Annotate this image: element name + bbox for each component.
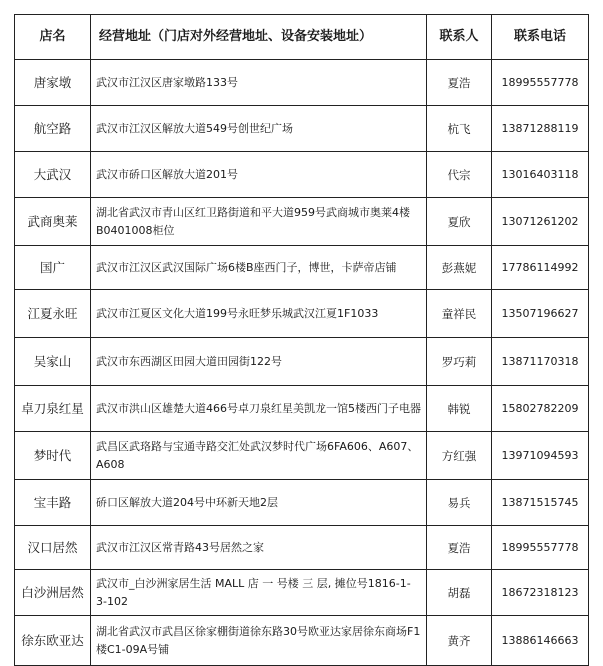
phone-cell: 13071261202: [492, 198, 589, 246]
address-cell: 硚口区解放大道204号中环新天地2层: [91, 480, 427, 526]
store-table: [14, 14, 589, 666]
contact-cell: 夏浩: [427, 60, 492, 106]
address-cell: 武汉市硚口区解放大道201号: [91, 152, 427, 198]
phone-cell: 13016403118: [492, 152, 589, 198]
contact-cell: 杭飞: [427, 106, 492, 152]
contact-cell: 胡磊: [427, 570, 492, 616]
header-contact: 联系人: [427, 15, 492, 60]
store-name-cell: 航空路: [15, 106, 91, 152]
table-row: [15, 338, 589, 386]
store-name-cell: 国广: [15, 246, 91, 290]
table-row: [15, 526, 589, 570]
address-cell: 武汉市洪山区雄楚大道466号卓刀泉红星美凯龙一馆5楼西门子电器: [91, 386, 427, 432]
contact-cell: 童祥民: [427, 290, 492, 338]
phone-cell: 13871515745: [492, 480, 589, 526]
store-name-cell: 徐东欧亚达: [15, 616, 91, 666]
table-row: [15, 570, 589, 616]
address-cell: 武汉市江汉区解放大道549号创世纪广场: [91, 106, 427, 152]
phone-cell: 13507196627: [492, 290, 589, 338]
contact-cell: 韩锐: [427, 386, 492, 432]
contact-cell: 彭燕妮: [427, 246, 492, 290]
address-cell: 武汉市江汉区唐家墩路133号: [91, 60, 427, 106]
phone-cell: 15802782209: [492, 386, 589, 432]
address-cell: 湖北省武汉市武昌区徐家棚街道徐东路30号欧亚达家居徐东商场F1楼C1-09A号铺: [91, 616, 427, 666]
address-cell: 武汉市江汉区武汉国际广场6楼B座西门子，博世，卡萨帝店铺: [91, 246, 427, 290]
phone-cell: 13886146663: [492, 616, 589, 666]
address-cell: 武汉市东西湖区田园大道田园街122号: [91, 338, 427, 386]
store-name-cell: 唐家墩: [15, 60, 91, 106]
table-row: [15, 198, 589, 246]
table-row: [15, 386, 589, 432]
table-row: [15, 246, 589, 290]
contact-cell: 方红强: [427, 432, 492, 480]
phone-cell: 17786114992: [492, 246, 589, 290]
phone-cell: 18672318123: [492, 570, 589, 616]
table-body: [15, 60, 589, 666]
table-row: [15, 60, 589, 106]
address-cell: 湖北省武汉市青山区红卫路街道和平大道959号武商城市奥莱4楼B0401008柜位: [91, 198, 427, 246]
store-name-cell: 宝丰路: [15, 480, 91, 526]
contact-cell: 夏欣: [427, 198, 492, 246]
address-cell: 武昌区武珞路与宝通寺路交汇处武汉梦时代广场6FA606、A607、A608: [91, 432, 427, 480]
contact-cell: 夏浩: [427, 526, 492, 570]
phone-cell: 18995557778: [492, 60, 589, 106]
contact-cell: 代宗: [427, 152, 492, 198]
store-name-cell: 大武汉: [15, 152, 91, 198]
store-name-cell: 白沙洲居然: [15, 570, 91, 616]
table-row: [15, 432, 589, 480]
table-row: [15, 480, 589, 526]
contact-cell: 罗巧莉: [427, 338, 492, 386]
header-store: 店名: [15, 15, 91, 60]
header-phone: 联系电话: [492, 15, 589, 60]
table-row: [15, 106, 589, 152]
table-row: [15, 616, 589, 666]
table-row: [15, 290, 589, 338]
store-name-cell: 卓刀泉红星: [15, 386, 91, 432]
phone-cell: 13971094593: [492, 432, 589, 480]
store-name-cell: 江夏永旺: [15, 290, 91, 338]
table-row: [15, 152, 589, 198]
address-cell: 武汉市江汉区常青路43号居然之家: [91, 526, 427, 570]
contact-cell: 黄齐: [427, 616, 492, 666]
header-row: [15, 15, 589, 60]
header-address: 经营地址（门店对外经营地址、设备安装地址）: [91, 15, 427, 60]
contact-cell: 易兵: [427, 480, 492, 526]
store-name-cell: 吴家山: [15, 338, 91, 386]
store-name-cell: 梦时代: [15, 432, 91, 480]
store-name-cell: 武商奥莱: [15, 198, 91, 246]
address-cell: 武汉市_白沙洲家居生活 MALL 店 一 号楼 三 层, 摊位号1816-1-3-102: [91, 570, 427, 616]
phone-cell: 13871288119: [492, 106, 589, 152]
phone-cell: 13871170318: [492, 338, 589, 386]
phone-cell: 18995557778: [492, 526, 589, 570]
store-name-cell: 汉口居然: [15, 526, 91, 570]
address-cell: 武汉市江夏区文化大道199号永旺梦乐城武汉江夏1F1033: [91, 290, 427, 338]
